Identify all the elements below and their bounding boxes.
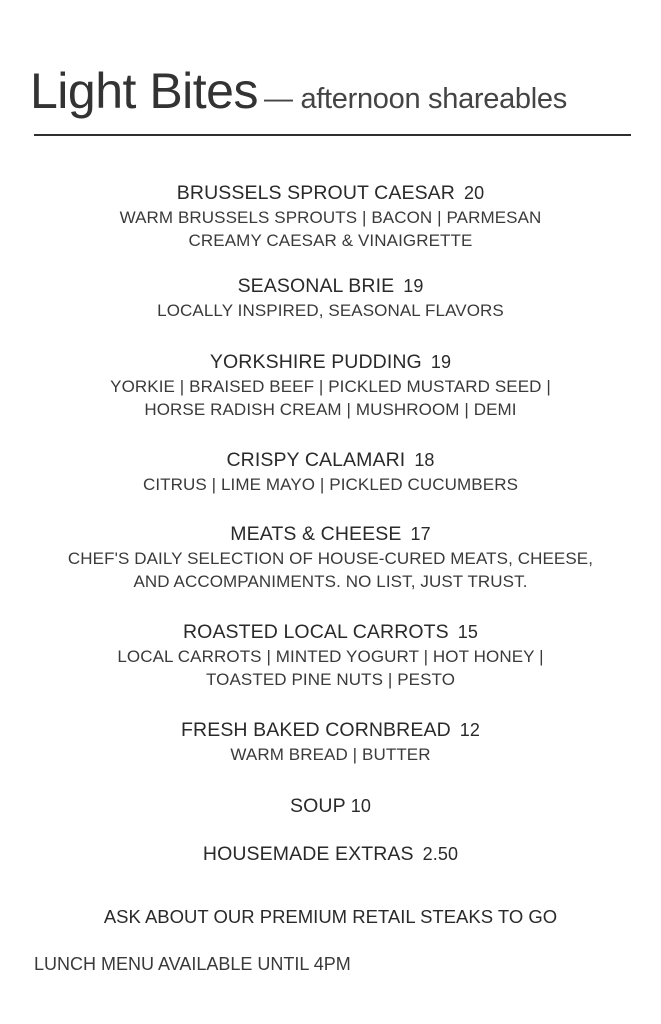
item-price: 20 [463,183,485,203]
item-name: ROASTED LOCAL CARROTS [183,621,449,643]
menu-item-yorkshire-pudding [0,349,661,421]
page-subtitle: — afternoon shareables [263,83,567,115]
item-description-line: LOCALLY INSPIRED, SEASONAL FLAVORS [157,301,504,320]
page-title: Light Bites [30,63,258,119]
item-price: 12 [459,720,480,740]
retail-steaks-note: ASK ABOUT OUR PREMIUM RETAIL STEAKS TO GO [103,906,558,927]
item-name: MEATS & CHEESE [230,523,402,545]
menu-item-meats-and-cheese [0,521,661,593]
item-name: HOUSEMADE EXTRAS [202,843,414,865]
item-name: SEASONAL BRIE [237,275,395,297]
item-price: 15 [457,622,478,642]
menu-item-seasonal-brie [0,273,661,322]
item-description-line: LOCAL CARROTS | MINTED YOGURT | HOT HONEY | [117,647,544,666]
item-price: 19 [430,352,452,372]
item-price: 17 [410,524,431,544]
item-price: 2.50 [422,844,459,864]
item-description-line: CREAMY CAESAR & VINAIGRETTE [188,231,473,250]
item-description-line: WARM BREAD | BUTTER [230,745,431,764]
menu-item-crispy-calamari [0,447,661,496]
item-name: YORKSHIRE PUDDING [209,351,422,373]
item-description-line: CHEF'S DAILY SELECTION OF HOUSE-CURED MEATS, CHEESE, [67,549,594,568]
item-description-line: HORSE RADISH CREAM | MUSHROOM | DEMI [144,400,517,419]
item-description-line: CITRUS | LIME MAYO | PICKLED CUCUMBERS [142,475,519,494]
item-price: 19 [403,276,424,296]
menu-list [0,180,661,867]
menu-item-brussels-sprout-caesar [0,180,661,252]
menu-header [30,62,630,120]
menu-item-fresh-baked-cornbread [0,717,661,766]
item-description-line: YORKIE | BRAISED BEEF | PICKLED MUSTARD SEED | [110,377,551,396]
item-description-line: TOASTED PINE NUTS | PESTO [205,670,456,689]
item-price: 18 [414,450,435,470]
lunch-availability-note: LUNCH MENU AVAILABLE UNTIL 4PM [34,954,351,974]
menu-item-roasted-local-carrots [0,619,661,691]
item-name: SOUP [290,795,346,817]
item-name: CRISPY CALAMARI [226,449,406,471]
item-name: BRUSSELS SPROUT CAESAR [176,182,455,204]
menu-item-soup [0,793,661,819]
item-name: FRESH BAKED CORNBREAD [181,719,451,741]
item-price: 10 [350,796,371,816]
menu-item-housemade-extras [0,841,661,867]
header-divider [34,134,631,136]
item-description-line: AND ACCOMPANIMENTS. NO LIST, JUST TRUST. [133,572,528,591]
item-description-line: WARM BRUSSELS SPROUTS | BACON | PARMESAN [119,208,542,227]
